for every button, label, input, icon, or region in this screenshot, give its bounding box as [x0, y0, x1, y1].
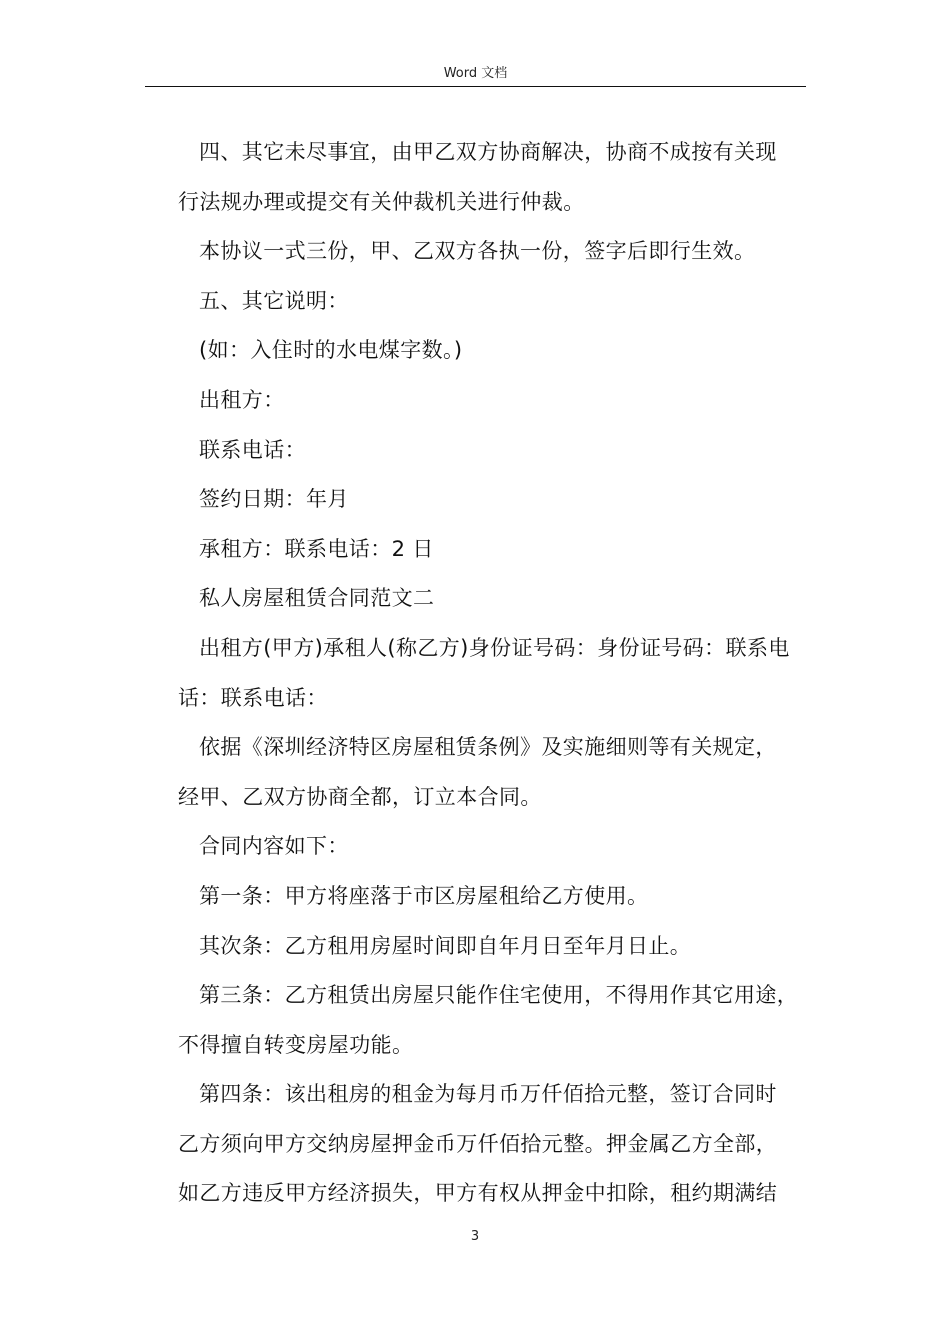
- paragraph: 出租方：: [199, 387, 285, 412]
- paragraph: 依据《深圳经济特区房屋租赁条例》及实施细则等有关规定， 经甲、乙双方协商全都，订立本合同。: [178, 735, 777, 809]
- paragraph: 第三条：乙方租赁出房屋只能作住宅使用，不得用作其它用途， 不得擅自转变房屋功能。: [178, 983, 799, 1057]
- paragraph: 合同内容如下：: [199, 834, 349, 859]
- paragraph: 四、其它未尽事宜，由甲乙双方协商解决，协商不成按有关现 行法规办理或提交有关仲裁机关进行仲裁。: [178, 140, 777, 214]
- paragraph: 签约日期：年月: [199, 487, 349, 512]
- page-header: [145, 0, 806, 89]
- page-number: 3: [470, 1229, 480, 1244]
- paragraph: 本协议一式三份，甲、乙双方各执一份，签字后即行生效。: [199, 239, 756, 264]
- paragraph: 第一条：甲方将座落于市区房屋租给乙方使用。: [199, 883, 649, 908]
- header-divider: [145, 86, 806, 87]
- document-body: [178, 128, 808, 1219]
- paragraph: 出租方(甲方)承租人(称乙方)身份证号码：身份证号码：联系电 话：联系电话：: [178, 635, 790, 710]
- paragraph: 五、其它说明：: [199, 288, 349, 313]
- paragraph: 私人房屋租赁合同范文二: [199, 586, 435, 611]
- paragraph: 联系电话：: [199, 437, 306, 462]
- paragraph: (如：入住时的水电煤字数。): [199, 338, 463, 363]
- paragraph: 承租方：联系电话：2 日: [199, 536, 434, 561]
- header-title: Word 文档: [443, 66, 508, 81]
- paragraph: 其次条：乙方租用房屋时间即自年月日至年月日止。: [199, 933, 692, 958]
- paragraph: 第四条：该出租房的租金为每月币万仟佰拾元整，签订合同时 乙方须向甲方交纳房屋押金币万仟佰拾元整。押金属乙方全部， 如乙方违反甲方经济损失，甲方有权从押金中扣除，租约期满结: [178, 1082, 778, 1206]
